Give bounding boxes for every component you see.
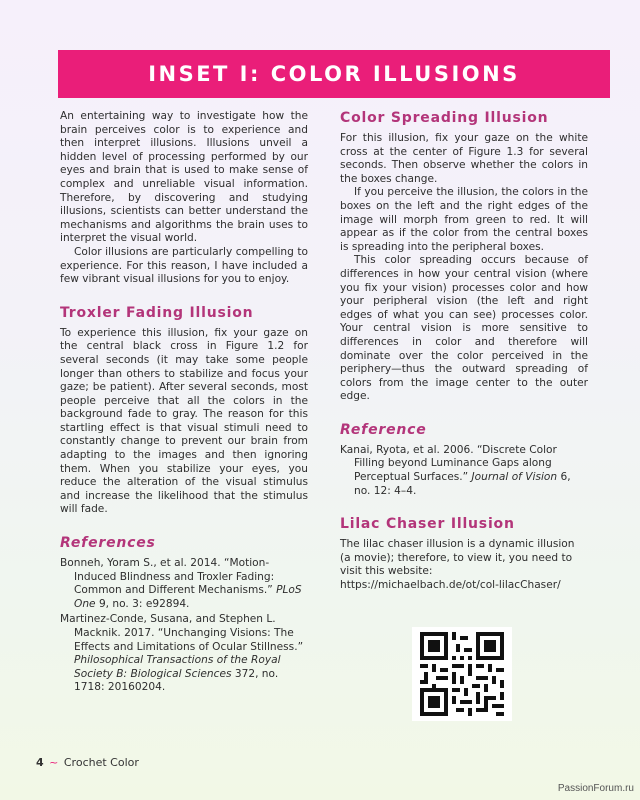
reference-text: Martinez-Conde, Susana, and Stephen L. Macknik. 2017. “Unchanging Visions: The Effects and Limitations of Ocular Stillness.” xyxy=(60,613,304,653)
troxler-paragraph: To experience this illusion, fix your gaze on the central black cross in Figure 1.2 for several seconds (it may take some people longer than others to stabilize and focus your gaze; be patient). After several seconds, most people perceive that all the colors in the background fade to gray. The reason for this startling effect is that visual stimuli need to constantly change to prevent our brain from adapting to the images and then ignoring them. When you stabilize your eyes, you reduce the alteration of the visual stimulus and increase the likelihood that the stimulus will fade. xyxy=(60,326,308,516)
spreading-paragraph-2: If you perceive the illusion, the colors in the boxes on the left and the right edges of the image will morph from green to red. It will appear as if the color from the central boxes is spreading into the peripheral boxes. xyxy=(340,186,588,253)
inset-title: INSET I: COLOR ILLUSIONS xyxy=(148,62,520,86)
spreading-paragraph-3: This color spreading occurs because of differences in how your central vision (where you fix your vision) processes color and how your peripheral vision (the left and right edges of what you can see) processes color. Your central vision is more sensitive to differences in color and therefore will dominate over the color perceived in the periphery—thus the outward spreading of colors from the image center to the outer edge. xyxy=(340,254,588,403)
references-heading: References xyxy=(60,535,156,552)
troxler-heading: Troxler Fading Illusion xyxy=(60,304,254,321)
reference-martinez-conde xyxy=(60,613,308,695)
reference-text: Bonneh, Yoram S., et al. 2014. “Motion-Induced Blindness and Troxler Fading: Common and Different Mechanisms.” xyxy=(60,557,277,597)
reference-bonneh xyxy=(60,557,308,611)
lilac-paragraph: The lilac chaser illusion is a dynamic illusion (a movie); therefore, to view it, you need to visit this website: https://michaelbach.de/ot/col-lilacChaser/ xyxy=(340,538,575,592)
watermark: PassionForum.ru xyxy=(557,783,634,794)
book-title: Crochet Color xyxy=(63,756,139,769)
reference-citation: 9, no. 3: e92894. xyxy=(95,597,190,610)
right-column xyxy=(340,110,588,593)
reference-heading: Reference xyxy=(340,421,427,438)
reference-text: Kanai, Ryota, et al. 2006. “Discrete Color Filling beyond Luminance Gaps along Perceptual Surfaces.” xyxy=(340,443,557,484)
left-column xyxy=(60,110,308,697)
reference-kanai xyxy=(340,444,588,498)
journal-title: Journal of Vision xyxy=(471,471,558,484)
page-footer xyxy=(36,756,139,769)
spreading-paragraph-1: For this illusion, fix your gaze on the white cross at the center of Figure 1.3 for several seconds. Then observe whether the colors in the boxes change. xyxy=(340,132,588,185)
qr-code-icon xyxy=(420,632,504,716)
page-number: 4 xyxy=(36,756,44,769)
inset-banner xyxy=(58,50,610,98)
color-spreading-heading: Color Spreading Illusion xyxy=(340,110,549,126)
lilac-chaser-heading: Lilac Chaser Illusion xyxy=(340,516,515,533)
reference-citation: 372, no. 1718: 20160204. xyxy=(74,667,279,694)
journal-title: Philosophical Transactions of the Royal Society B: Biological Sciences xyxy=(74,654,281,680)
intro-paragraph-2: Color illusions are particularly compelling to experience. For this reason, I have included a few vibrant visual illusions for you to enjoy. xyxy=(60,245,308,286)
intro-paragraph-1: An entertaining way to investigate how the brain perceives color is to experience and then interpret illusions. Illusions unveil a hidden level of processing performed by our eyes and brain that is used to make sense of complex and unreliable visual information. Therefore, by discovering and studying illusions, scientists can better understand the mechanisms and algorithms the brain uses to interpret the visual world. xyxy=(60,110,308,245)
footer-separator: ~ xyxy=(49,756,59,769)
qr-code[interactable] xyxy=(412,627,512,721)
reference-citation: 6, no. 12: 4–4. xyxy=(354,471,571,497)
journal-title: PLoS One xyxy=(74,584,302,610)
